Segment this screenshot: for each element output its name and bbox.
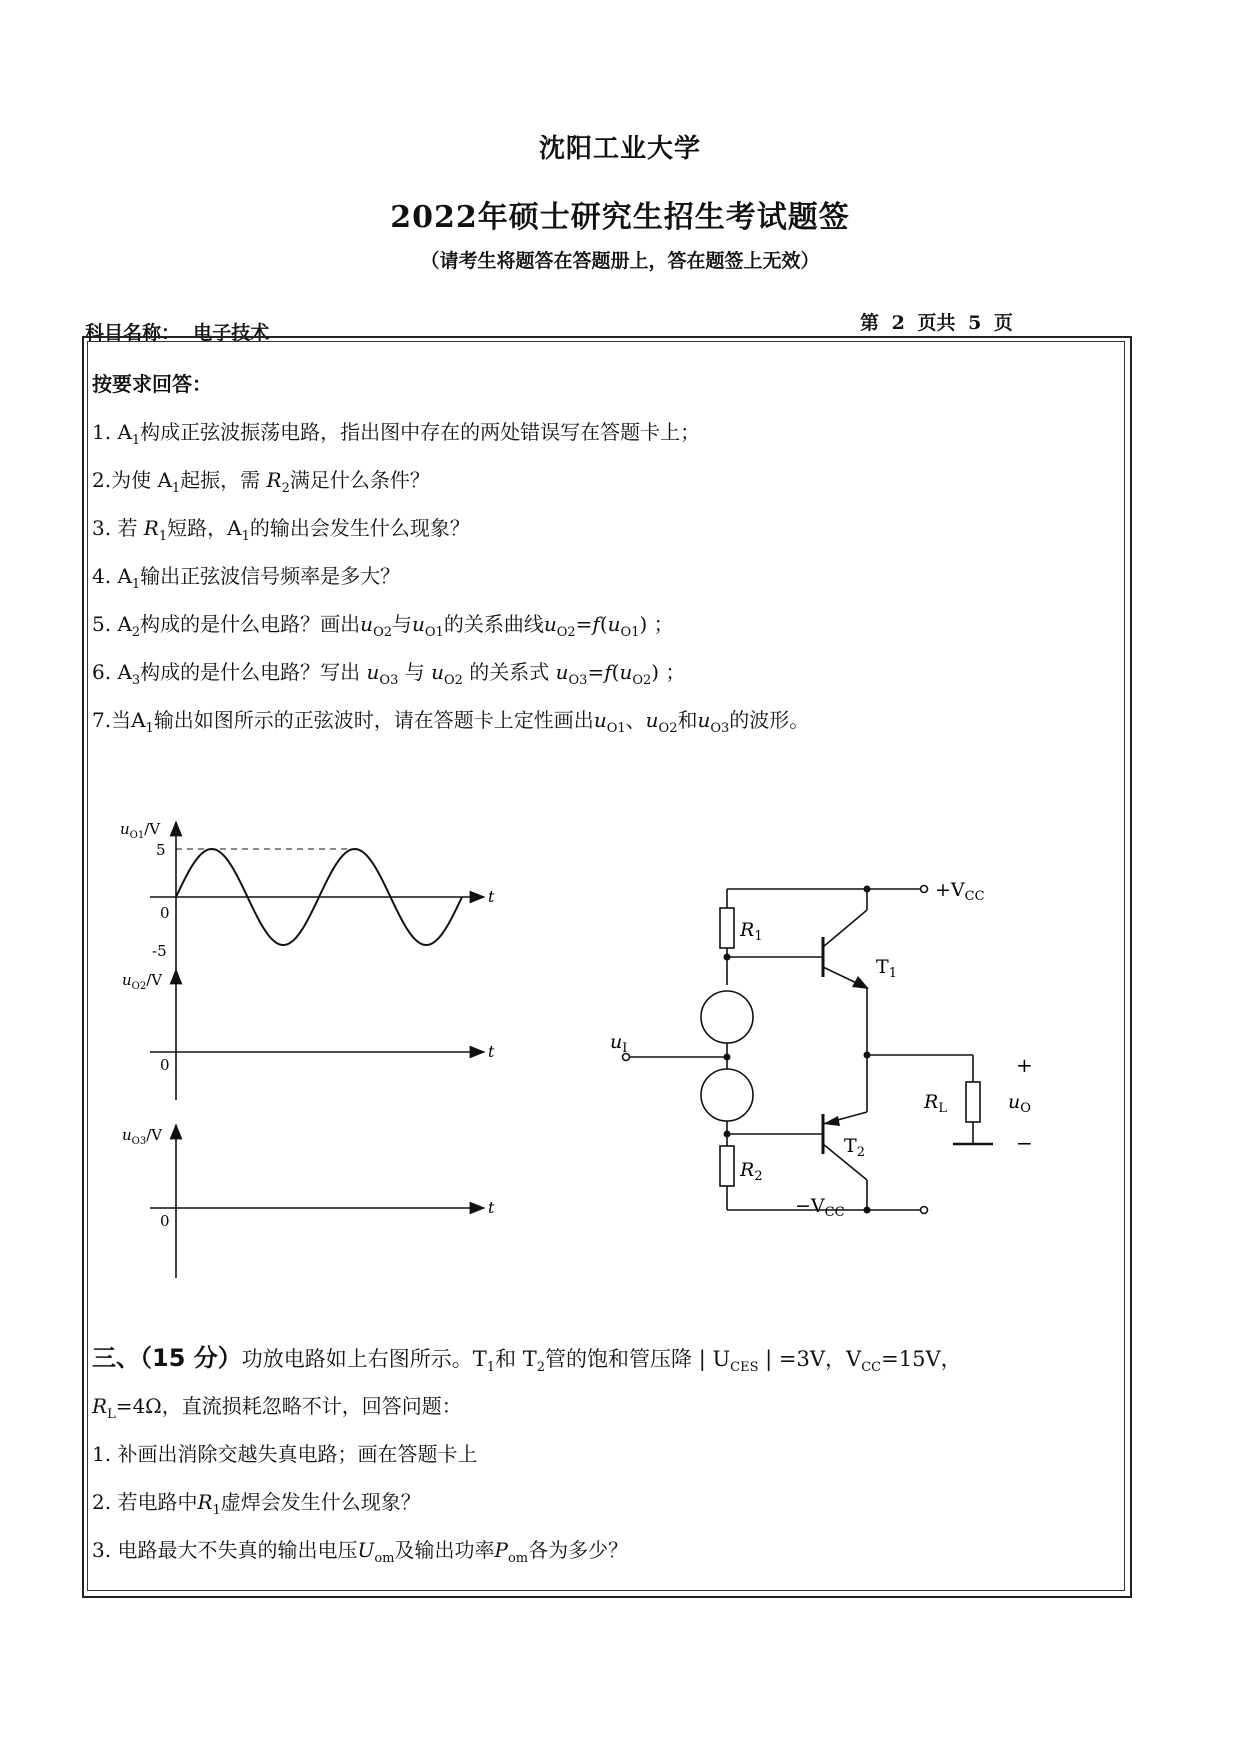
q2-item-6: 6. $A_3$构成的是什么电路？写出 $u_{O3}$ 与 $u_{O2}$ 的关系式 $u_{O3}=f(u_{O2})$ ； [92,660,686,688]
label-vcc-pos: $+V_{CC}$ [935,879,985,904]
q3-number: 三、（15 分） [92,1344,242,1372]
plot1-ylabel: $u_{O1}/V$ [120,820,161,841]
resistor-r1 [720,908,734,948]
plot3-xlabel: t [488,1198,495,1217]
q2-item-4: 4. $A_1$输出正弦波信号频率是多大？ [92,564,401,592]
exam-title: 2022年硕士研究生招生考试题签 [390,200,850,235]
plot2-zero: 0 [160,1056,170,1074]
terminal-vcc-pos [921,886,928,893]
label-ui: $u_I$ [610,1031,628,1056]
q2-item-7: 7.当$A_1$输出如图所示的正弦波时，请在答题卡上定性画出$u_{O1}$、$u_{O2}$和$u_{O3}$的波形。 [92,708,810,736]
plot-uo3 [122,1125,495,1278]
resistor-r2 [720,1146,734,1186]
power-amplifier-circuit [590,860,1060,1260]
label-r1: $R_1$ [740,919,763,944]
q3-item-2: 2. 若电路中$R_1$虚焊会发生什么现象？ [92,1490,421,1518]
waveform-plots [110,800,510,1280]
junction-input [724,1054,731,1061]
plot2-ylabel: $u_{O2}/V$ [122,971,163,992]
junction-t2-base [724,1131,731,1138]
q2-item-3: 3. 若 $R_1$短路，$A_1$的输出会发生什么现象？ [92,516,470,544]
q2-item-2: 2.为使 $A_1$起振，需 $R_2$满足什么条件？ [92,468,430,496]
subject-value: 电子技术 [193,322,270,344]
label-minus: − [1016,1131,1033,1155]
label-vcc-neg: $-V_{CC}$ [795,1195,845,1220]
plot3-ylabel: $u_{O3}/V$ [122,1126,163,1147]
exam-notice: （请考生将题答在答题册上，答在题签上无效） [420,250,820,272]
resistor-rl [966,1082,980,1122]
q2-item-1: 1. $A_1$构成正弦波振荡电路，指出图中存在的两处错误写在答题卡上； [92,420,701,448]
plot2-xlabel: t [488,1042,495,1061]
label-rl: $R_L$ [924,1091,947,1116]
junction-output [864,1052,871,1059]
q3-line-1: 三、（15 分）功放电路如上右图所示。$T_1$和 $T_2$管的饱和管压降 | $U_{CES}$ | =3V，$V_{CC}=15V$， [92,1344,962,1376]
terminal-vcc-neg [921,1207,928,1214]
subject-label: 科目名称： [85,322,181,344]
page-info: 第 2 页共 5 页 [860,312,1013,334]
plot-uo1 [120,820,495,970]
q3-item-3: 3. 电路最大不失真的输出电压$U_{om}$及输出功率$P_{om}$各为多少？ [92,1538,629,1566]
plot1-zero: 0 [160,904,170,922]
diode-circle-lower [701,1069,753,1121]
plot-uo2 [122,970,495,1100]
label-uo: $u_O$ [1008,1091,1031,1116]
q3-item-1: 1. 补画出消除交越失真电路；画在答题卡上 [92,1442,478,1466]
label-t1: $T_1$ [876,956,897,981]
label-t2: $T_2$ [844,1135,865,1160]
t1-emitter-arrow [852,976,869,989]
junction-t1-base [724,954,731,961]
university-name: 沈阳工业大学 [538,134,701,164]
plot1-tick-5: 5 [156,841,166,859]
q2-item-5: 5. $A_2$构成的是什么电路？画出$u_{O2}$与$u_{O1}$的关系曲线$u_{O2}=f(u_{O1})$ ； [92,612,674,640]
transistor-t1-collector [823,910,867,947]
junction-bottom [864,1207,871,1214]
diode-circle-upper [701,991,753,1043]
plot1-xlabel: t [488,887,495,906]
q2-lead: 按要求回答： [92,372,212,396]
label-r2: $R_2$ [740,1159,763,1184]
t2-emitter-arrow [823,1116,840,1126]
label-plus: + [1016,1053,1033,1077]
junction-top [864,886,871,893]
q3-line-2: $R_L=4\Omega$，直流损耗忽略不计，回答问题： [92,1394,462,1422]
plot1-tick-minus5: -5 [152,942,167,960]
plot3-zero: 0 [160,1212,170,1230]
